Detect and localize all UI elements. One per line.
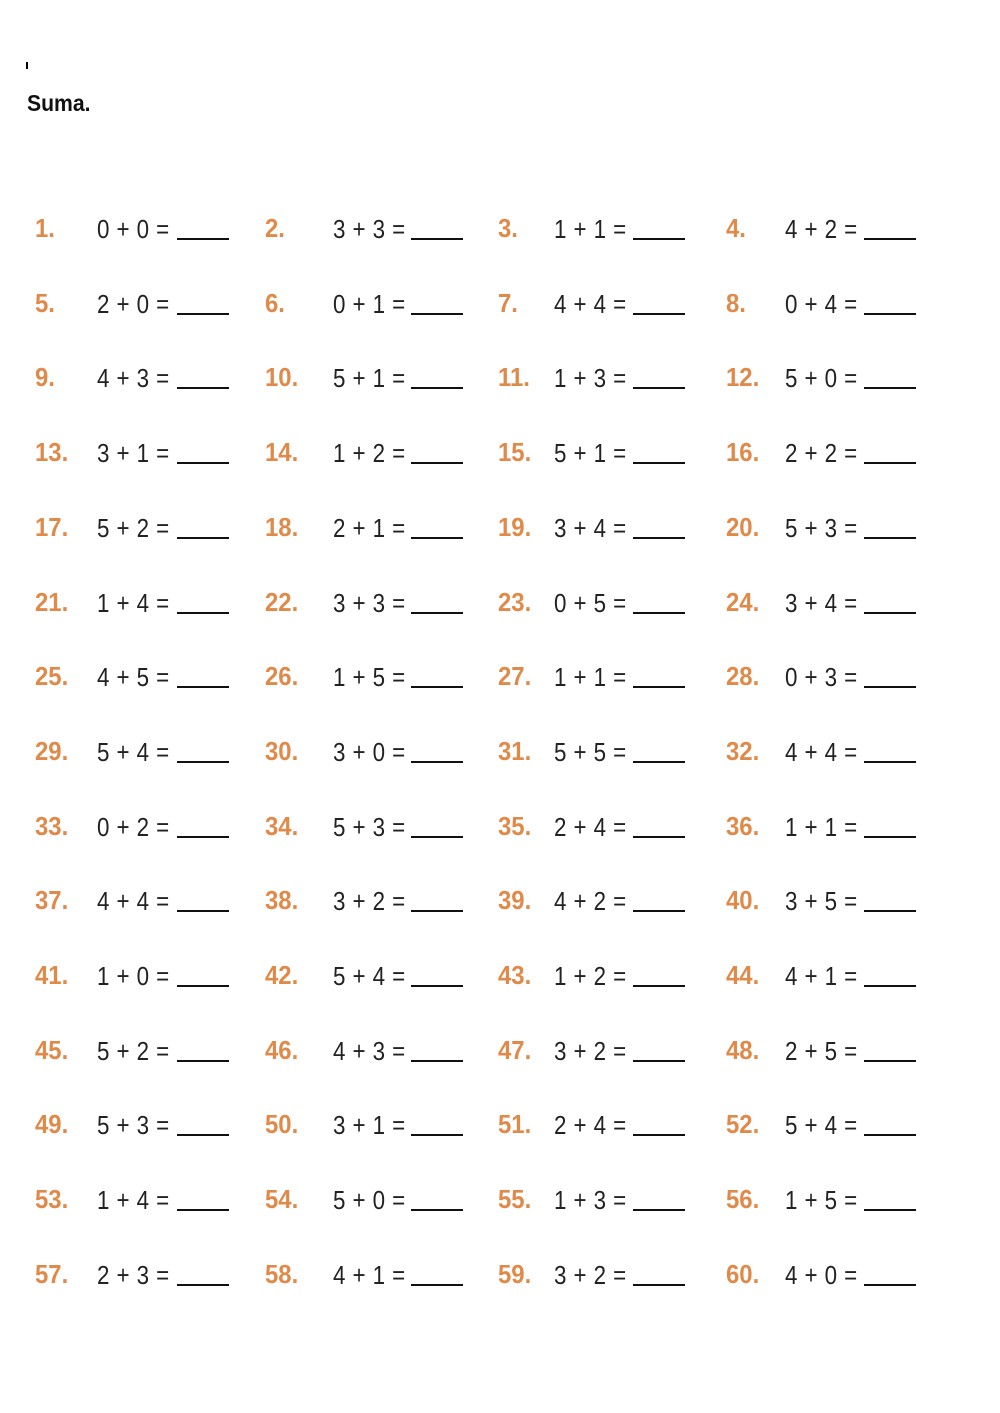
answer-blank[interactable] — [633, 686, 685, 688]
addition-expression: 4 + 1 = — [333, 1259, 406, 1290]
addition-expression: 5 + 4 = — [785, 1110, 858, 1141]
addition-expression: 5 + 0 = — [785, 363, 858, 394]
problem-item — [265, 1184, 495, 1224]
addition-expression: 5 + 3 = — [785, 512, 858, 543]
addition-expression: 5 + 3 = — [97, 1110, 170, 1141]
problem-item — [35, 587, 265, 627]
addition-expression: 1 + 4 = — [97, 587, 170, 618]
problem-item — [35, 362, 265, 402]
addition-expression: 5 + 5 = — [554, 736, 627, 767]
problem-item — [498, 587, 728, 627]
addition-expression: 4 + 4 = — [554, 288, 627, 319]
addition-expression: 2 + 4 = — [554, 1110, 627, 1141]
problem-number: 4. — [726, 213, 746, 243]
problem-number: 38. — [265, 885, 299, 916]
problem-number: 11. — [498, 362, 530, 393]
answer-blank[interactable] — [864, 985, 916, 987]
problem-number: 29. — [35, 735, 69, 766]
problem-item — [35, 661, 265, 701]
problem-number: 14. — [265, 437, 299, 468]
problem-number: 9. — [35, 362, 55, 393]
addition-expression: 0 + 1 = — [333, 288, 406, 319]
problem-item — [726, 811, 956, 851]
problem-item — [265, 362, 495, 402]
problem-item — [498, 1259, 728, 1299]
answer-blank[interactable] — [633, 313, 685, 315]
problem-number: 22. — [265, 586, 299, 617]
problem-item — [498, 960, 728, 1000]
answer-blank[interactable] — [411, 686, 463, 688]
answer-blank[interactable] — [633, 1284, 685, 1286]
problem-item — [726, 1184, 956, 1224]
answer-blank[interactable] — [633, 1060, 685, 1062]
problem-number: 5. — [35, 287, 55, 318]
answer-blank[interactable] — [411, 836, 463, 838]
answer-blank[interactable] — [633, 387, 685, 389]
addition-expression: 1 + 1 = — [554, 214, 627, 244]
addition-expression: 3 + 2 = — [333, 886, 406, 917]
answer-blank[interactable] — [864, 1284, 916, 1286]
addition-expression: 5 + 4 = — [97, 736, 170, 767]
addition-expression: 2 + 0 = — [97, 288, 170, 319]
addition-expression: 5 + 1 = — [554, 438, 627, 469]
problem-number: 15. — [498, 437, 532, 468]
addition-expression: 5 + 2 = — [97, 1035, 170, 1066]
addition-expression: 1 + 2 = — [333, 438, 406, 469]
problem-number: 43. — [498, 960, 532, 990]
problem-number: 36. — [726, 810, 760, 841]
addition-expression: 5 + 4 = — [333, 961, 406, 991]
addition-expression: 3 + 2 = — [554, 1035, 627, 1066]
problem-item — [726, 437, 956, 477]
answer-blank[interactable] — [177, 1209, 229, 1211]
problem-number: 19. — [498, 511, 532, 542]
answer-blank[interactable] — [411, 612, 463, 614]
problem-number: 24. — [726, 586, 760, 617]
answer-blank[interactable] — [177, 761, 229, 763]
problem-number: 23. — [498, 586, 532, 617]
problem-item — [265, 1035, 495, 1075]
problem-number: 25. — [35, 661, 69, 692]
problem-number: 51. — [498, 1109, 532, 1140]
answer-blank[interactable] — [864, 910, 916, 912]
problem-number: 21. — [35, 586, 69, 617]
problem-item — [498, 1184, 728, 1224]
problem-item — [265, 811, 495, 851]
problem-item — [265, 587, 495, 627]
problem-number: 39. — [498, 885, 532, 916]
problem-number: 34. — [265, 810, 299, 841]
answer-blank[interactable] — [864, 1060, 916, 1062]
problem-number: 3. — [498, 213, 518, 243]
addition-expression: 4 + 5 = — [97, 662, 170, 693]
problem-item — [726, 288, 956, 328]
problem-item — [35, 885, 265, 925]
answer-blank[interactable] — [864, 761, 916, 763]
answer-blank[interactable] — [411, 537, 463, 539]
addition-expression: 1 + 4 = — [97, 1185, 170, 1216]
answer-blank[interactable] — [864, 387, 916, 389]
problem-item — [726, 1109, 956, 1149]
problem-item — [35, 811, 265, 851]
answer-blank[interactable] — [177, 238, 229, 240]
problem-item — [498, 1109, 728, 1149]
problem-item — [35, 736, 265, 776]
addition-expression: 4 + 3 = — [97, 363, 170, 394]
addition-expression: 0 + 4 = — [785, 288, 858, 319]
addition-expression: 3 + 4 = — [785, 587, 858, 618]
addition-expression: 2 + 5 = — [785, 1035, 858, 1066]
problem-number: 41. — [35, 960, 69, 990]
problem-number: 18. — [265, 511, 299, 542]
problem-item — [35, 437, 265, 477]
problem-number: 33. — [35, 810, 69, 841]
problem-number: 7. — [498, 287, 518, 318]
problem-item — [265, 288, 495, 328]
problem-number: 49. — [35, 1109, 69, 1140]
answer-blank[interactable] — [633, 537, 685, 539]
addition-expression: 5 + 2 = — [97, 512, 170, 543]
answer-blank[interactable] — [177, 985, 229, 987]
answer-blank[interactable] — [177, 1060, 229, 1062]
answer-blank[interactable] — [411, 238, 463, 240]
addition-expression: 4 + 0 = — [785, 1259, 858, 1290]
addition-expression: 5 + 0 = — [333, 1185, 406, 1216]
addition-expression: 3 + 3 = — [333, 214, 406, 244]
problem-item — [498, 736, 728, 776]
addition-expression: 4 + 2 = — [785, 214, 858, 244]
problem-number: 50. — [265, 1109, 299, 1140]
answer-blank[interactable] — [177, 462, 229, 464]
problem-number: 58. — [265, 1258, 299, 1289]
problem-item — [726, 587, 956, 627]
addition-expression: 1 + 5 = — [333, 662, 406, 693]
problem-number: 56. — [726, 1184, 760, 1215]
problem-item — [35, 512, 265, 552]
answer-blank[interactable] — [411, 313, 463, 315]
answer-blank[interactable] — [411, 462, 463, 464]
answer-blank[interactable] — [633, 910, 685, 912]
problem-number: 1. — [35, 213, 55, 243]
answer-blank[interactable] — [411, 387, 463, 389]
answer-blank[interactable] — [411, 1284, 463, 1286]
problem-number: 47. — [498, 1034, 532, 1065]
problem-number: 48. — [726, 1034, 760, 1065]
problem-item — [498, 512, 728, 552]
problem-number: 59. — [498, 1258, 532, 1289]
addition-expression: 5 + 1 = — [333, 363, 406, 394]
problem-item — [265, 213, 495, 253]
addition-expression: 2 + 4 = — [554, 811, 627, 842]
addition-expression: 4 + 4 = — [97, 886, 170, 917]
problem-number: 45. — [35, 1034, 69, 1065]
problem-item — [498, 661, 728, 701]
answer-blank[interactable] — [633, 836, 685, 838]
answer-blank[interactable] — [864, 238, 916, 240]
addition-expression: 3 + 2 = — [554, 1259, 627, 1290]
problem-item — [265, 1109, 495, 1149]
answer-blank[interactable] — [177, 612, 229, 614]
problem-item — [35, 1035, 265, 1075]
addition-expression: 3 + 5 = — [785, 886, 858, 917]
answer-blank[interactable] — [411, 761, 463, 763]
problem-item — [726, 1259, 956, 1299]
addition-expression: 3 + 3 = — [333, 587, 406, 618]
addition-expression: 3 + 0 = — [333, 736, 406, 767]
problem-item — [498, 362, 728, 402]
problem-number: 40. — [726, 885, 760, 916]
addition-expression: 4 + 3 = — [333, 1035, 406, 1066]
problem-item — [35, 1184, 265, 1224]
addition-expression: 4 + 1 = — [785, 961, 858, 991]
problem-item — [726, 362, 956, 402]
answer-blank[interactable] — [177, 387, 229, 389]
problem-item — [35, 960, 265, 1000]
problem-number: 32. — [726, 735, 760, 766]
problem-number: 26. — [265, 661, 299, 692]
problem-item — [498, 885, 728, 925]
addition-expression: 3 + 1 = — [333, 1110, 406, 1141]
answer-blank[interactable] — [864, 462, 916, 464]
addition-expression: 1 + 5 = — [785, 1185, 858, 1216]
addition-expression: 2 + 1 = — [333, 512, 406, 543]
problem-item — [726, 1035, 956, 1075]
addition-expression: 2 + 3 = — [97, 1259, 170, 1290]
problem-item — [498, 437, 728, 477]
answer-blank[interactable] — [411, 1060, 463, 1062]
answer-blank[interactable] — [633, 238, 685, 240]
addition-expression: 0 + 2 = — [97, 811, 170, 842]
problem-item — [726, 661, 956, 701]
addition-expression: 1 + 1 = — [785, 811, 858, 842]
problem-item — [726, 213, 956, 253]
answer-blank[interactable] — [864, 686, 916, 688]
problem-number: 31. — [498, 735, 532, 766]
problem-item — [726, 960, 956, 1000]
addition-expression: 1 + 1 = — [554, 662, 627, 693]
problem-item — [265, 960, 495, 1000]
addition-expression: 3 + 1 = — [97, 438, 170, 469]
answer-blank[interactable] — [411, 1134, 463, 1136]
answer-blank[interactable] — [633, 462, 685, 464]
problem-item — [726, 885, 956, 925]
answer-blank[interactable] — [633, 1209, 685, 1211]
problem-number: 53. — [35, 1184, 69, 1215]
problem-item — [498, 288, 728, 328]
answer-blank[interactable] — [633, 612, 685, 614]
problem-number: 54. — [265, 1184, 299, 1215]
answer-blank[interactable] — [177, 313, 229, 315]
problem-number: 27. — [498, 661, 532, 692]
problem-item — [35, 288, 265, 328]
problem-number: 12. — [726, 362, 760, 393]
addition-expression: 1 + 2 = — [554, 961, 627, 991]
problem-number: 60. — [726, 1258, 760, 1289]
problem-number: 10. — [265, 362, 299, 393]
addition-expression: 3 + 4 = — [554, 512, 627, 543]
problem-item — [265, 885, 495, 925]
problem-number: 55. — [498, 1184, 532, 1215]
answer-blank[interactable] — [177, 1284, 229, 1286]
problem-item — [726, 736, 956, 776]
addition-expression: 0 + 3 = — [785, 662, 858, 693]
problem-item — [265, 512, 495, 552]
addition-expression: 1 + 0 = — [97, 961, 170, 991]
answer-blank[interactable] — [177, 686, 229, 688]
answer-blank[interactable] — [864, 1134, 916, 1136]
answer-blank[interactable] — [864, 1209, 916, 1211]
problem-item — [265, 661, 495, 701]
answer-blank[interactable] — [864, 612, 916, 614]
problem-item — [498, 213, 728, 253]
problem-number: 46. — [265, 1034, 299, 1065]
problem-item — [726, 512, 956, 552]
addition-expression: 4 + 4 = — [785, 736, 858, 767]
problem-number: 35. — [498, 810, 532, 841]
answer-blank[interactable] — [177, 1134, 229, 1136]
problem-number: 44. — [726, 960, 760, 990]
problem-number: 37. — [35, 885, 69, 916]
problem-item — [265, 437, 495, 477]
answer-blank[interactable] — [864, 537, 916, 539]
answer-blank[interactable] — [633, 761, 685, 763]
addition-expression: 1 + 3 = — [554, 363, 627, 394]
answer-blank[interactable] — [411, 1209, 463, 1211]
problem-number: 52. — [726, 1109, 760, 1140]
problem-item — [265, 1259, 495, 1299]
answer-blank[interactable] — [864, 836, 916, 838]
problem-number: 6. — [265, 287, 285, 318]
problem-number: 42. — [265, 960, 299, 990]
addition-expression: 0 + 0 = — [97, 214, 170, 244]
problem-number: 13. — [35, 437, 69, 468]
answer-blank[interactable] — [177, 537, 229, 539]
problem-number: 57. — [35, 1258, 69, 1289]
problem-item — [498, 811, 728, 851]
addition-expression: 0 + 5 = — [554, 587, 627, 618]
answer-blank[interactable] — [633, 985, 685, 987]
problem-number: 20. — [726, 511, 760, 542]
problem-number: 8. — [726, 287, 746, 318]
answer-blank[interactable] — [633, 1134, 685, 1136]
worksheet-title: Suma. — [27, 90, 91, 116]
addition-expression: 1 + 3 = — [554, 1185, 627, 1216]
answer-blank[interactable] — [864, 313, 916, 315]
answer-blank[interactable] — [177, 910, 229, 912]
problem-item — [35, 213, 265, 253]
problem-item — [498, 1035, 728, 1075]
problem-number: 16. — [726, 437, 760, 468]
problem-item — [265, 736, 495, 776]
addition-expression: 2 + 2 = — [785, 438, 858, 469]
addition-expression: 4 + 2 = — [554, 886, 627, 917]
answer-blank[interactable] — [177, 836, 229, 838]
problem-number: 2. — [265, 213, 285, 243]
addition-expression: 5 + 3 = — [333, 811, 406, 842]
problem-number: 28. — [726, 661, 760, 692]
problem-item — [35, 1109, 265, 1149]
problem-item — [35, 1259, 265, 1299]
answer-blank[interactable] — [411, 910, 463, 912]
problem-number: 30. — [265, 735, 299, 766]
problem-number: 17. — [35, 511, 69, 542]
answer-blank[interactable] — [411, 985, 463, 987]
